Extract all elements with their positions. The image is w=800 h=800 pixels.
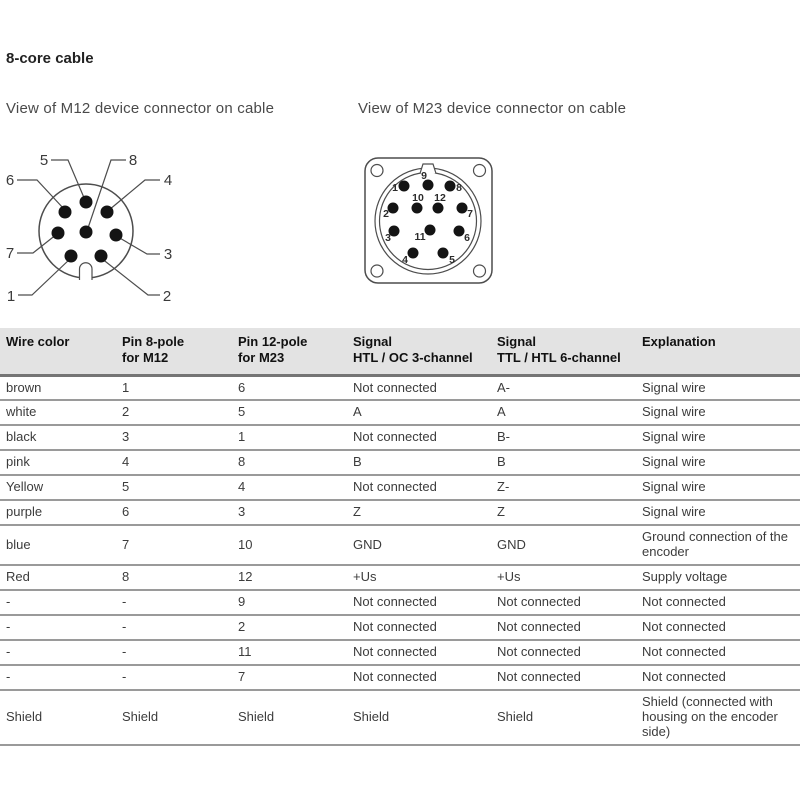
cell-signal-htl: A (353, 404, 362, 420)
cell-wire-color: purple (6, 504, 43, 520)
cell-pin-m23: 2 (238, 618, 246, 634)
cell-signal-ttl: Not connected (497, 643, 581, 659)
table-row (0, 690, 800, 745)
m12-pin-label-5: 5 (39, 152, 49, 169)
cell-explanation: Signal wire (642, 479, 706, 495)
cell-wire-color: - (6, 593, 11, 609)
cell-pin-m23: 1 (238, 429, 246, 445)
cell-wire-color: black (6, 429, 37, 445)
m23-pin-label-10: 10 (412, 192, 424, 204)
cell-pin-m23: 12 (238, 569, 253, 584)
m12-pin-4 (101, 206, 114, 219)
table-row (0, 565, 800, 590)
cell-wire-color: brown (6, 379, 42, 395)
m12-pin-7 (52, 227, 65, 240)
m12-pin-label-4: 4 (163, 172, 173, 189)
m23-pin-6 (454, 226, 465, 237)
m23-pin-4 (408, 248, 419, 259)
cell-explanation: Signal wire (642, 429, 706, 445)
m23-pin-label-5: 5 (449, 254, 455, 266)
cell-explanation: Signal wire (642, 504, 706, 520)
m23-caption: View of M23 device connector on cable (358, 100, 627, 117)
table-row (0, 590, 800, 615)
table-row (0, 400, 800, 425)
cell-signal-htl: Not connected (353, 429, 437, 445)
cell-pin-m12: - (122, 593, 127, 609)
m23-pin-label-11: 11 (414, 231, 426, 243)
m12-pin-1 (65, 250, 78, 263)
cell-signal-ttl: Shield (497, 708, 534, 724)
cell-explanation: Ground connection of the encoder (642, 529, 788, 560)
cell-signal-ttl: Z- (497, 479, 510, 495)
col-header-signal-htl: Signal HTL / OC 3-channel (353, 334, 473, 366)
m12-pin-label-7: 7 (5, 245, 15, 262)
cell-signal-htl: Not connected (353, 618, 437, 634)
table-row (0, 425, 800, 450)
m23-screw-hole (474, 265, 486, 277)
cell-pin-m23: 5 (238, 404, 246, 420)
cell-explanation: Supply voltage (642, 569, 728, 584)
table-row (0, 525, 800, 565)
cell-pin-m12: Shield (122, 708, 159, 724)
m23-pin-12 (433, 203, 444, 214)
table-row (0, 375, 800, 400)
m23-pin-label-3: 3 (385, 232, 391, 244)
m12-pin-8 (80, 226, 93, 239)
col-header-signal-ttl: Signal TTL / HTL 6-channel (497, 334, 621, 366)
cell-pin-m12: 2 (122, 404, 130, 420)
table-row (0, 475, 800, 500)
m12-pin-label-3: 3 (163, 246, 173, 263)
m23-pin-label-4: 4 (402, 254, 408, 266)
cell-pin-m23: 4 (238, 479, 246, 495)
cell-signal-ttl: Z (497, 504, 505, 520)
cell-signal-htl: Not connected (353, 593, 437, 609)
table-row (0, 450, 800, 475)
cell-wire-color: - (6, 668, 11, 684)
wiring-table (0, 328, 800, 746)
cell-signal-ttl: B (497, 454, 506, 470)
m23-pin-11 (425, 225, 436, 236)
cell-wire-color: Shield (6, 708, 43, 724)
m12-pin-3 (110, 229, 123, 242)
m12-caption: View of M12 device connector on cable (6, 100, 275, 117)
m23-pin-5 (438, 248, 449, 259)
page-title: 8-core cable (6, 50, 94, 67)
m23-pin-label-12: 12 (434, 192, 446, 204)
cell-signal-htl: GND (353, 536, 382, 552)
table-row (0, 640, 800, 665)
cell-pin-m12: - (122, 643, 127, 659)
cell-wire-color: white (6, 404, 37, 420)
cell-pin-m12: 6 (122, 504, 130, 520)
table-row (0, 665, 800, 690)
cell-signal-ttl: Not connected (497, 593, 581, 609)
cell-pin-m23: 9 (238, 593, 246, 609)
m23-screw-hole (371, 165, 383, 177)
cell-pin-m12: - (122, 618, 127, 634)
cell-signal-ttl: A- (497, 379, 510, 395)
cell-pin-m23: 10 (238, 536, 253, 552)
cell-wire-color: - (6, 643, 11, 659)
m12-pin-label-6: 6 (5, 172, 15, 189)
m23-pin-label-1: 1 (392, 182, 398, 194)
cell-wire-color: Red (6, 569, 30, 584)
cell-wire-color: pink (6, 454, 30, 470)
table-row (0, 500, 800, 525)
cell-pin-m23: 6 (238, 379, 246, 395)
col-header-pin-8-pole: Pin 8-pole for M12 (122, 334, 185, 366)
cell-pin-m12: 5 (122, 479, 130, 495)
cell-pin-m12: 7 (122, 536, 130, 552)
cell-pin-m12: - (122, 668, 127, 684)
cell-pin-m23: 8 (238, 454, 246, 470)
cell-explanation: Not connected (642, 643, 726, 659)
cell-signal-htl: Not connected (353, 668, 437, 684)
cell-signal-ttl: +Us (497, 569, 521, 584)
cell-pin-m23: 3 (238, 504, 246, 520)
cell-signal-htl: +Us (353, 569, 377, 584)
cell-pin-m12: 1 (122, 379, 130, 395)
m23-pin-7 (457, 203, 468, 214)
table-header-row (0, 328, 800, 375)
cell-signal-htl: Not connected (353, 379, 437, 395)
cell-explanation: Signal wire (642, 404, 706, 420)
m23-pin-8 (445, 181, 456, 192)
m23-connector-diagram (355, 150, 505, 292)
m23-pin-label-2: 2 (383, 208, 389, 220)
cell-signal-ttl: GND (497, 536, 526, 552)
cell-pin-m23: 7 (238, 668, 246, 684)
cell-signal-htl: Not connected (353, 479, 437, 495)
cell-signal-ttl: A (497, 404, 506, 420)
m12-pin-6 (59, 206, 72, 219)
cell-explanation: Not connected (642, 618, 726, 634)
m23-pin-label-9: 9 (421, 170, 427, 182)
m23-pin-label-8: 8 (456, 182, 462, 194)
cell-signal-htl: B (353, 454, 362, 470)
cell-signal-ttl: B- (497, 429, 510, 445)
m12-pin-2 (95, 250, 108, 263)
cell-explanation: Not connected (642, 668, 726, 684)
cell-pin-m23: 11 (238, 643, 252, 659)
cell-explanation: Not connected (642, 593, 726, 609)
col-header-pin-12-pole: Pin 12-pole for M23 (238, 334, 308, 366)
cell-signal-htl: Z (353, 504, 361, 520)
cell-signal-ttl: Not connected (497, 668, 581, 684)
col-header-wire-color: Wire color (6, 334, 70, 349)
m23-screw-hole (371, 265, 383, 277)
cell-wire-color: - (6, 618, 11, 634)
cell-pin-m12: 8 (122, 569, 130, 584)
m23-screw-hole (474, 165, 486, 177)
cell-signal-htl: Shield (353, 708, 390, 724)
cell-explanation: Shield (connected with housing on the encoder side) (642, 693, 778, 739)
m23-pin-label-6: 6 (464, 232, 470, 244)
col-header-explanation: Explanation (642, 334, 716, 349)
cell-pin-m12: 3 (122, 429, 130, 445)
cell-signal-htl: Not connected (353, 643, 437, 659)
cell-wire-color: Yellow (6, 479, 44, 495)
m12-connector-diagram (0, 140, 195, 312)
m23-pin-2 (388, 203, 399, 214)
m23-pin-label-7: 7 (467, 208, 473, 220)
cell-wire-color: blue (6, 536, 31, 552)
cell-pin-m23: Shield (238, 708, 275, 724)
cell-pin-m12: 4 (122, 454, 130, 470)
cell-signal-ttl: Not connected (497, 618, 581, 634)
m23-pin-1 (399, 181, 410, 192)
m23-pin-10 (412, 203, 423, 214)
m12-pin-label-1: 1 (6, 288, 16, 305)
m12-pin-label-2: 2 (162, 288, 172, 305)
m12-pin-5 (80, 196, 93, 209)
table-row (0, 615, 800, 640)
m12-pin-label-8: 8 (128, 152, 138, 169)
cell-explanation: Signal wire (642, 379, 706, 395)
table-body (0, 375, 800, 745)
cell-explanation: Signal wire (642, 454, 706, 470)
